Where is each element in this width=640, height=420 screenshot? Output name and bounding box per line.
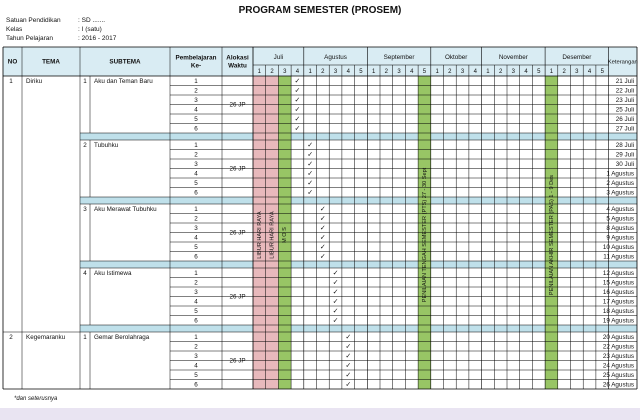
pembelajaran-number: 5 <box>194 244 198 251</box>
meta-label: Kelas <box>6 26 23 33</box>
check-mark: ✓ <box>345 334 352 341</box>
pembelajaran-number: 5 <box>194 116 198 123</box>
alokasi-value: 26 JP <box>229 165 246 173</box>
week-number: 5 <box>537 69 541 75</box>
meta-value: : I (satu) <box>78 26 102 33</box>
meta-value: : 2016 - 2017 <box>78 35 117 42</box>
keterangan-date: 17 Agustus <box>602 298 634 306</box>
week-number: 3 <box>460 69 465 75</box>
subtema-name: Gemar Berolahraga <box>94 334 150 341</box>
subtema-number: 1 <box>83 334 87 341</box>
week-number: 2 <box>321 69 325 75</box>
check-mark: ✓ <box>345 353 352 360</box>
week-number: 1 <box>308 69 312 75</box>
pembelajaran-number: 5 <box>194 372 198 379</box>
keterangan-date: 18 Agustus <box>602 308 634 315</box>
month-label: Agustus <box>324 54 347 61</box>
check-mark: ✓ <box>332 298 339 306</box>
header-keterangan: Keterangan <box>607 59 638 66</box>
header-tema: TEMA <box>42 58 60 66</box>
keterangan-date: 26 Agustus <box>602 381 634 389</box>
band-label: LIBUR HARI RAYA <box>269 211 276 259</box>
subtema-name: Aku Istimewa <box>94 270 132 277</box>
week-number: 1 <box>435 69 439 75</box>
check-mark: ✓ <box>294 78 301 85</box>
pembelajaran-number: 6 <box>194 189 198 197</box>
alokasi-value: 26 JP <box>229 101 246 109</box>
pembelajaran-number: 6 <box>194 317 198 325</box>
check-mark: ✓ <box>307 180 314 187</box>
keterangan-date: 20 Agustus <box>602 334 634 341</box>
meta-label: Tahun Pelajaran <box>6 35 53 42</box>
tema-name: Kegemaranku <box>26 334 66 341</box>
month-label: November <box>498 54 528 61</box>
month-label: Desember <box>562 54 592 61</box>
check-mark: ✓ <box>307 161 314 168</box>
week-number: 3 <box>575 69 579 75</box>
keterangan-date: 2 Agustus <box>606 180 634 187</box>
pembelajaran-number: 6 <box>194 125 198 133</box>
keterangan-date: 30 Juli <box>615 161 634 168</box>
subtema-name: Tubuhku <box>94 142 119 149</box>
month-label: Oktober <box>444 54 468 61</box>
check-mark: ✓ <box>319 225 326 232</box>
pembelajaran-number: 1 <box>194 270 198 277</box>
pembelajaran-number: 4 <box>194 362 198 370</box>
keterangan-date: 26 Juli <box>615 116 634 123</box>
keterangan-date: 12 Agustus <box>602 270 634 277</box>
check-mark: ✓ <box>332 289 339 296</box>
meta-label: Satuan Pendidikan <box>6 17 61 24</box>
check-mark: ✓ <box>332 317 339 325</box>
week-number: 2 <box>562 69 566 75</box>
header-alokasi-waktu: Waktu <box>228 62 247 70</box>
header-pembelajaran-ke: Ke- <box>190 62 202 70</box>
keterangan-date: 22 Agustus <box>602 343 634 351</box>
pembelajaran-number: 1 <box>194 142 198 149</box>
header-alokasi: Alokasi <box>226 54 249 62</box>
pembelajaran-number: 2 <box>194 87 198 95</box>
keterangan-date: 11 Agustus <box>603 253 634 261</box>
pembelajaran-number: 3 <box>194 161 198 168</box>
week-number: 3 <box>283 69 287 75</box>
keterangan-date: 15 Agustus <box>602 279 634 287</box>
subtema-name: Aku dan Teman Baru <box>94 78 153 85</box>
check-mark: ✓ <box>319 234 326 242</box>
week-number: 2 <box>384 69 389 75</box>
keterangan-date: 21 Juli <box>615 78 634 85</box>
keterangan-date: 9 Agustus <box>606 234 634 242</box>
subtema-name: Aku Merawat Tubuhku <box>94 206 157 213</box>
week-number: 2 <box>498 69 503 75</box>
subtema-number: 4 <box>83 270 87 277</box>
alokasi-value: 26 JP <box>229 229 246 237</box>
week-number: 5 <box>359 69 363 75</box>
alokasi-value: 26 JP <box>229 293 246 301</box>
week-number: 4 <box>346 69 350 75</box>
check-mark: ✓ <box>294 87 301 95</box>
bottom-bar <box>0 408 640 420</box>
header-no: NO <box>7 58 18 66</box>
band-label: PENILAIAN AKHIR SEMESTER (PAS) 1 - 9 Des <box>548 174 555 296</box>
check-mark: ✓ <box>294 106 301 114</box>
pembelajaran-number: 1 <box>194 334 198 341</box>
keterangan-date: 4 Agustus <box>606 206 634 213</box>
keterangan-date: 23 Juli <box>615 97 634 104</box>
meta-value: : SD ....... <box>78 17 106 24</box>
keterangan-date: 8 Agustus <box>606 225 634 232</box>
week-number: 1 <box>257 69 262 75</box>
keterangan-date: 10 Agustus <box>602 244 634 251</box>
month-label: Juli <box>273 54 284 61</box>
check-mark: ✓ <box>332 308 339 315</box>
week-number: 2 <box>270 69 274 75</box>
week-number: 3 <box>333 69 338 75</box>
keterangan-date: 23 Agustus <box>602 353 634 360</box>
week-number: 1 <box>486 69 490 75</box>
subtema-number: 2 <box>83 142 87 149</box>
band-label: M O S <box>282 227 289 243</box>
tema-number: 2 <box>9 334 13 341</box>
pembelajaran-number: 4 <box>194 170 198 178</box>
keterangan-date: 25 Juli <box>615 106 634 114</box>
band-label: PENILAIAN TENGAH SEMESTER (PTS) 27 - 30 Sept <box>421 167 428 303</box>
pembelajaran-number: 2 <box>194 343 198 351</box>
header-pembelajaran: Pembelajaran <box>175 54 217 62</box>
check-mark: ✓ <box>319 206 326 213</box>
keterangan-date: 1 Agustus <box>606 170 634 178</box>
check-mark: ✓ <box>319 253 326 261</box>
week-number: 4 <box>410 69 414 75</box>
check-mark: ✓ <box>294 97 301 104</box>
pembelajaran-number: 3 <box>194 97 198 104</box>
check-mark: ✓ <box>294 116 301 123</box>
keterangan-date: 22 Juli <box>615 87 634 95</box>
pembelajaran-number: 4 <box>194 298 198 306</box>
week-number: 1 <box>549 69 554 75</box>
keterangan-date: 29 Juli <box>615 151 634 159</box>
check-mark: ✓ <box>294 125 301 133</box>
subtema-number: 3 <box>83 206 87 213</box>
check-mark: ✓ <box>307 189 314 197</box>
check-mark: ✓ <box>345 343 352 351</box>
pembelajaran-number: 1 <box>194 78 198 85</box>
check-mark: ✓ <box>332 279 339 287</box>
pembelajaran-number: 6 <box>194 253 198 261</box>
header-subtema: SUBTEMA <box>109 58 141 66</box>
keterangan-date: 27 Juli <box>615 125 634 133</box>
keterangan-date: 28 Juli <box>615 142 634 149</box>
alokasi-value: 26 JP <box>229 357 246 365</box>
week-number: 3 <box>511 69 516 75</box>
week-number: 4 <box>295 69 300 75</box>
week-number: 5 <box>600 69 604 75</box>
pembelajaran-number: 1 <box>194 206 198 213</box>
week-number: 5 <box>422 69 427 75</box>
week-number: 4 <box>473 69 477 75</box>
keterangan-date: 24 Agustus <box>602 362 634 370</box>
keterangan-date: 25 Agustus <box>602 372 634 379</box>
week-number: 4 <box>587 69 592 75</box>
check-mark: ✓ <box>345 381 352 389</box>
page-title: PROGRAM SEMESTER (PROSEM) <box>238 5 402 16</box>
pembelajaran-number: 2 <box>194 215 198 223</box>
check-mark: ✓ <box>319 215 326 223</box>
pembelajaran-number: 3 <box>194 353 198 360</box>
pembelajaran-number: 5 <box>194 308 198 315</box>
week-number: 4 <box>524 69 528 75</box>
tema-number: 1 <box>9 78 13 85</box>
week-number: 1 <box>371 69 376 75</box>
pembelajaran-number: 3 <box>194 225 198 232</box>
keterangan-date: 5 Agustus <box>606 215 634 223</box>
band-label: LIBUR HARI RAYA <box>256 211 263 259</box>
tema-name: Diriku <box>26 78 43 85</box>
pembelajaran-number: 2 <box>194 151 198 159</box>
month-label: September <box>383 54 415 61</box>
check-mark: ✓ <box>345 362 352 370</box>
pembelajaran-number: 5 <box>194 180 198 187</box>
keterangan-date: 19 Agustus <box>602 317 634 325</box>
keterangan-date: 3 Agustus <box>606 189 634 197</box>
header-background <box>3 47 637 76</box>
pembelajaran-number: 6 <box>194 381 198 389</box>
check-mark: ✓ <box>307 142 314 149</box>
keterangan-date: 16 Agustus <box>602 289 634 296</box>
check-mark: ✓ <box>307 151 314 159</box>
pembelajaran-number: 3 <box>194 289 198 296</box>
check-mark: ✓ <box>345 372 352 379</box>
check-mark: ✓ <box>319 244 326 251</box>
subtema-number: 1 <box>83 78 87 85</box>
pembelajaran-number: 4 <box>194 106 198 114</box>
footnote: *dan seterusnya <box>14 396 58 402</box>
pembelajaran-number: 4 <box>194 234 198 242</box>
check-mark: ✓ <box>332 270 339 277</box>
week-number: 2 <box>448 69 452 75</box>
check-mark: ✓ <box>307 170 314 178</box>
pembelajaran-number: 2 <box>194 279 198 287</box>
week-number: 3 <box>397 69 401 75</box>
